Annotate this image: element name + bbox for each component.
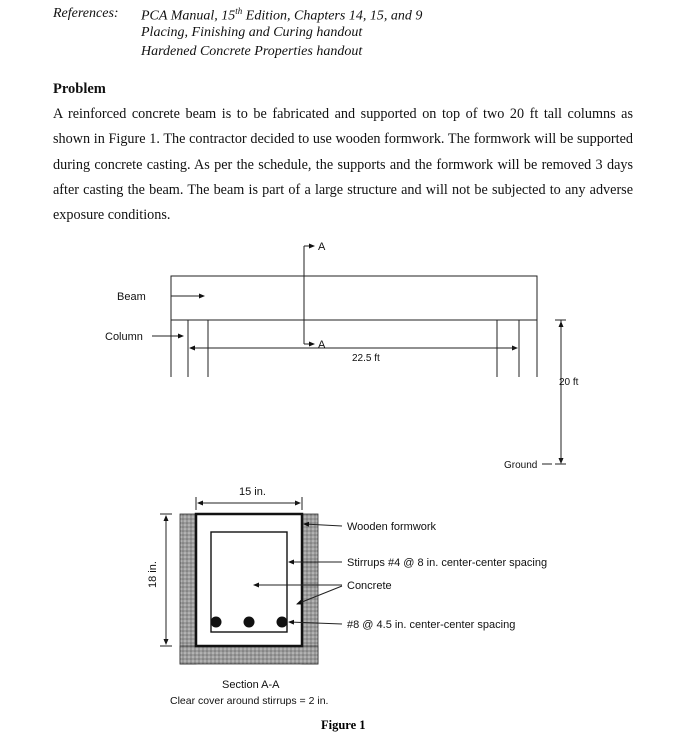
references-label: References:	[53, 6, 119, 21]
section-width-label: 15 in.	[239, 486, 266, 498]
reference-pca-manual: PCA Manual, 15th Edition, Chapters 14, 15, and 9	[141, 6, 423, 24]
column-label: Column	[105, 331, 143, 343]
right-formwork	[302, 514, 318, 664]
bottom-formwork	[180, 646, 318, 664]
section-mark-bottom: A	[318, 339, 326, 351]
cover-note: Clear cover around stirrups = 2 in.	[170, 695, 329, 707]
section-title: Section A-A	[222, 679, 280, 691]
stirrups-label: Stirrups #4 @ 8 in. center-center spacing	[347, 557, 548, 569]
rebar-right	[277, 617, 288, 628]
left-formwork	[180, 514, 196, 664]
bars-label: #8 @ 4.5 in. center-center spacing	[347, 619, 516, 631]
reference-placing-handout: Placing, Finishing and Curing handout	[141, 25, 363, 40]
height-label: 20 ft	[559, 377, 579, 388]
reference-hardened-handout: Hardened Concrete Properties handout	[141, 44, 363, 59]
rebar-left	[211, 617, 222, 628]
rebar-middle	[244, 617, 255, 628]
problem-heading: Problem	[53, 81, 106, 97]
section-a-a	[180, 514, 318, 664]
ground-label: Ground	[504, 460, 538, 471]
span-label: 22.5 ft	[352, 353, 380, 364]
section-height-label: 18 in.	[147, 561, 159, 588]
problem-text: A reinforced concrete beam is to be fabricated and supported on top of two 20 ft tall columns as shown in Figure 1. The contractor decided to use wooden formwork. The formwork will be supported during concrete casting. As per the schedule, the supports and the formwork will be removed 3 days after casting the beam. The beam is part of a large structure and will not be subjected to any adverse exposure conditions.	[53, 106, 633, 224]
concrete-label: Concrete	[347, 580, 392, 592]
formwork-label: Wooden formwork	[347, 521, 437, 533]
beam-outline	[171, 276, 537, 320]
beam-label: Beam	[117, 291, 146, 303]
figure-caption: Figure 1	[321, 718, 366, 732]
section-mark-top: A	[318, 241, 326, 253]
